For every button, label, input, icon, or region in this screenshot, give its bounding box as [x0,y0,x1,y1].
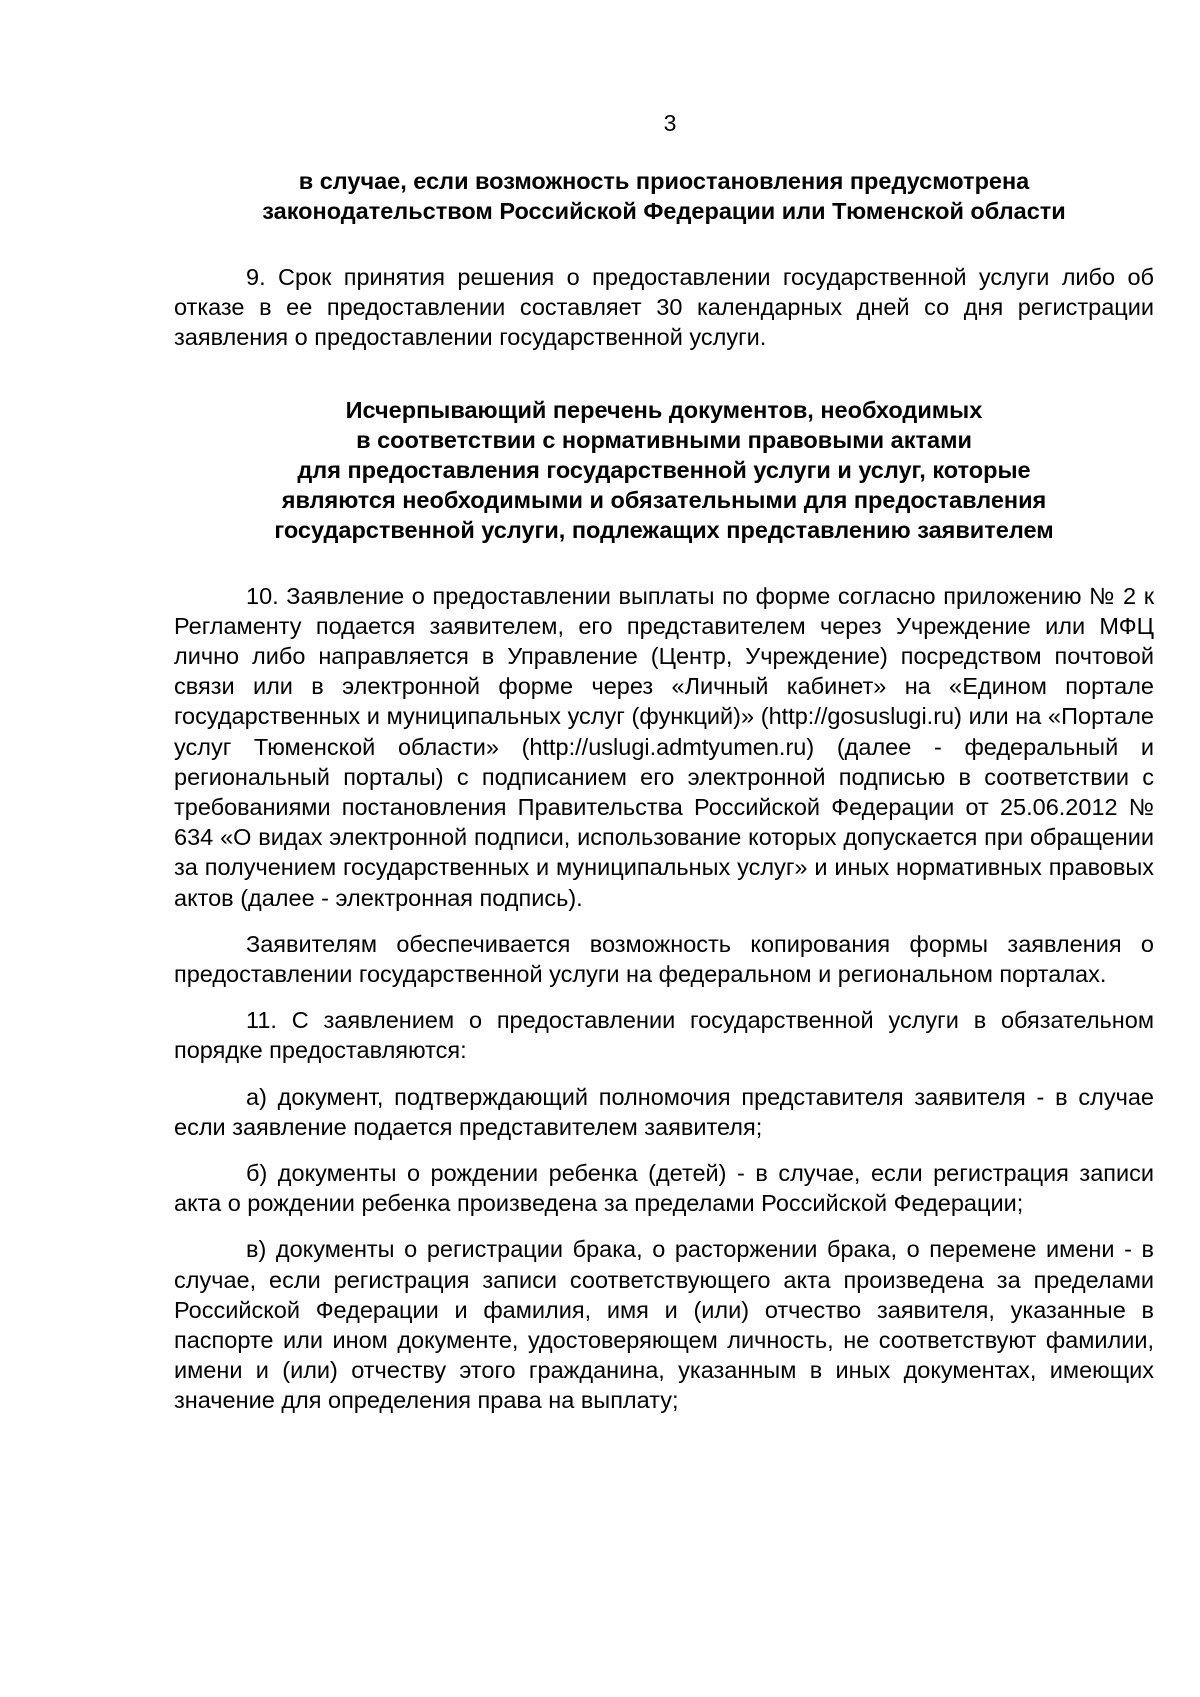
heading-line: в случае, если возможность приостановления предусмотрена [298,168,1030,194]
heading-line: законодательством Российской Федерации или Тюменской области [262,198,1066,224]
paragraph-10: 10. Заявление о предоставлении выплаты по форме согласно приложению № 2 к Регламенту подается заявителем, его представителем через Учреждение или МФЦ лично либо направляется в Управление (Центр, Учреждение) посредством почтовой связи или в электронной форме через «Личный кабинет» на «Едином портале государственных и муниципальных услуг (функций)» (http://gosuslugi.ru) или на «Портале услуг Тюменской области» (http://uslugi.admtyumen.ru) (далее - федеральный и региональный порталы) с подписанием его электронной подписью в соответствии с требованиями постановления Правительства Российской Федерации от 25.06.2012 № 634 «О видах электронной подписи, использование которых допускается при обращении за получением государственных и муниципальных услуг» и иных нормативных правовых актов (далее - электронная подпись). [174,582,1154,911]
section-heading-documents [174,395,1154,545]
heading-line: в соответствии с нормативными правовыми актами [356,426,972,453]
paragraph-9: 9. Срок принятия решения о предоставлении государственной услуги либо об отказе в ее предоставлении составляет 30 календарных дней со дня регистрации заявления о предоставлении государственной услуги. [174,264,1154,351]
page-number: 3 [663,110,677,136]
paragraph-copy-form: Заявителям обеспечивается возможность копирования формы заявления о предоставлении государственной услуги на федеральном и региональном порталах. [174,930,1154,988]
section-heading-suspension [174,166,1154,226]
list-item-c: в) документы о регистрации брака, о расторжении брака, о перемене имени - в случае, если регистрация записи соответствующего акта произведена за пределами Российской Федерации и фамилия, имя и (или) отчество заявителя, указанные в паспорте или ином документе, удостоверяющем личность, не соответствуют фамилии, имени и (или) отчеству этого гражданина, указанным в иных документах, имеющих значение для определения права на выплату; [174,1236,1154,1414]
heading-line: являются необходимыми и обязательными для предоставления [281,486,1047,513]
list-item-b: б) документы о рождении ребенка (детей) - в случае, если регистрация записи акта о рождении ребенка произведена за пределами Российской Федерации; [174,1160,1154,1217]
document-page [174,108,1154,1416]
list-item-a: а) документ, подтверждающий полномочия представителя заявителя - в случае если заявление подается представителем заявителя; [174,1083,1154,1140]
heading-line: для предоставления государственной услуги и услуг, которые [297,456,1031,483]
heading-line: Исчерпывающий перечень документов, необходимых [345,396,983,423]
paragraph-11: 11. С заявлением о предоставлении государственной услуги в обязательном порядке предоставляются: [174,1007,1154,1064]
heading-line: государственной услуги, подлежащих представлению заявителем [274,516,1054,543]
